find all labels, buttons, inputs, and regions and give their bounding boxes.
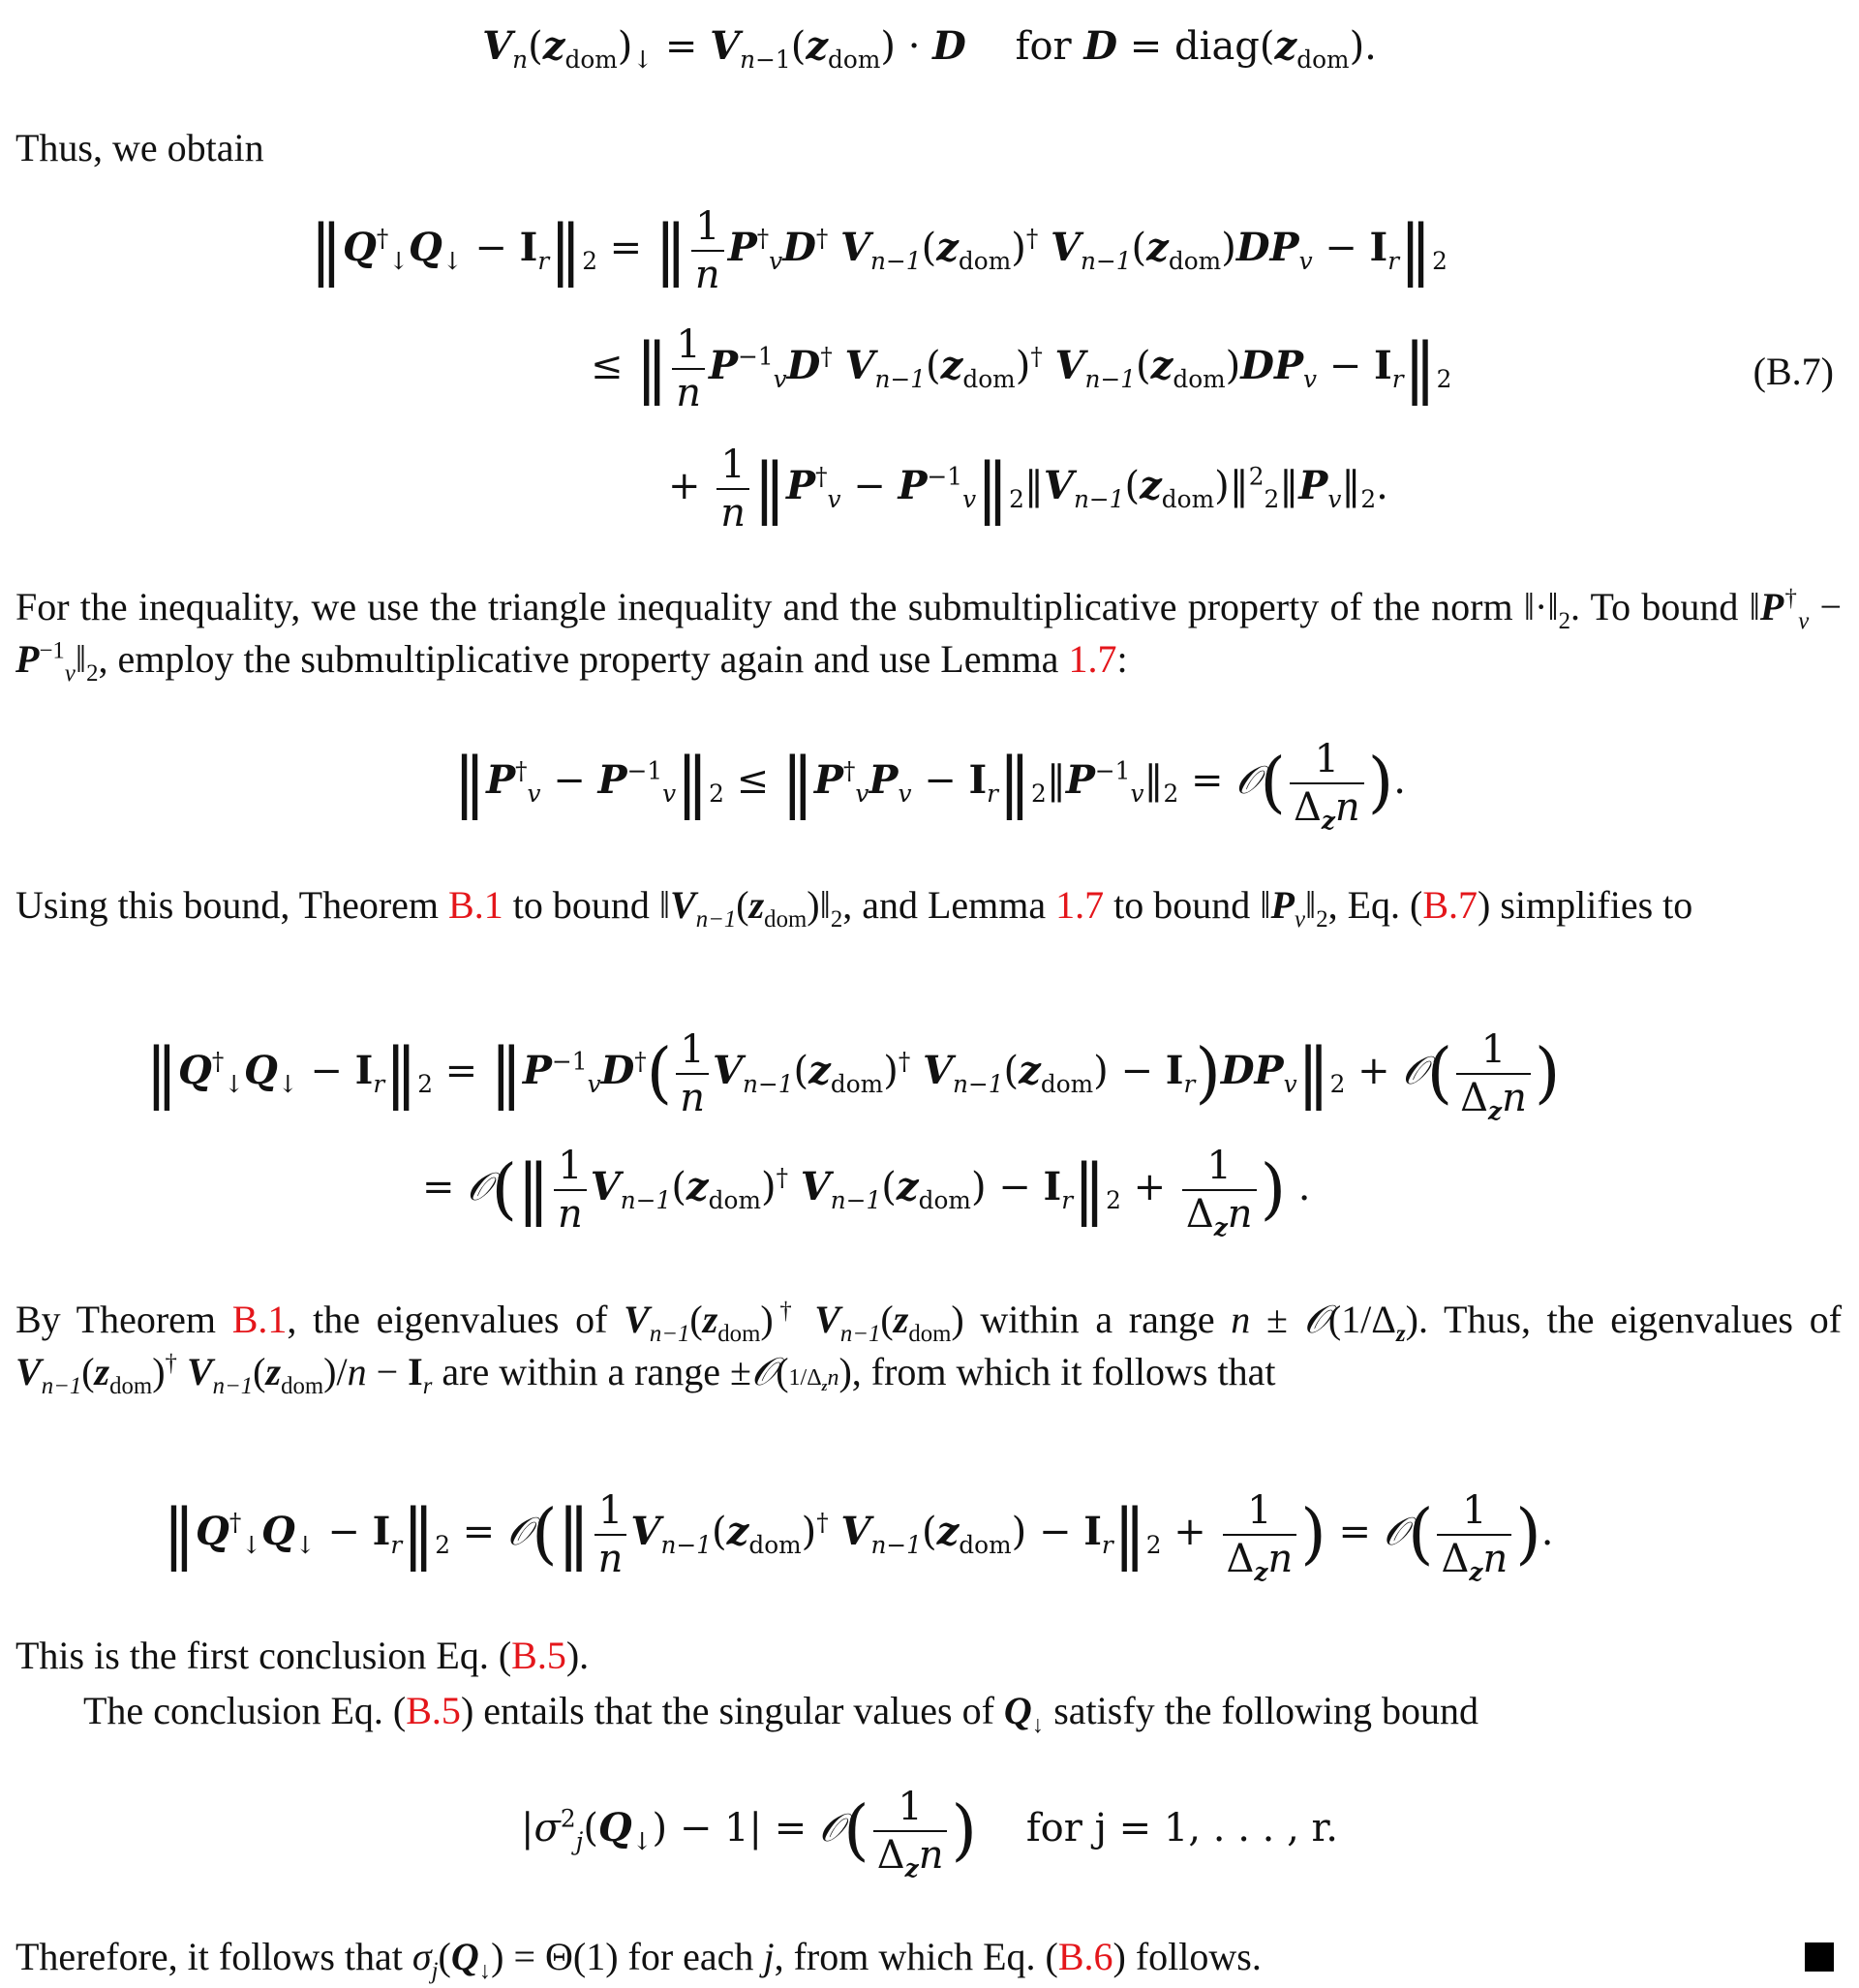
equation-conclusion: $‖Q^\dagger_↓Q_↓$ − $I_r‖_2$ = 𝒪(‖ $\frac{1}{n}$ $V_{n-1}(z_{dom})^\dagger$ $V_{n-1}(z_{dom})$ − $I_r‖_2$ + $\frac{1}{\Delta_zn}$ ) = 𝒪( $\frac{1}{\Delta_zn}$ ). bbox=[163, 1488, 1554, 1586]
ref-eq-b5[interactable]: B.5 bbox=[511, 1634, 566, 1677]
equation-b7-line2: ≤ ‖ $\frac{1}{n}$ $P^{-1}_vD^\dagger$ $V_{n-1}(z_{dom})^\dagger$ $V_{n-1}(z_{dom})DP_v$ − $I_r‖_2$ bbox=[591, 322, 1452, 415]
equation-number-b7: (B.7) bbox=[1752, 350, 1834, 393]
paragraph-triangle-inequality: For the inequality, we use the triangle inequality and the submultiplicative property of the norm $‖\cdot‖_2$. To bound $‖P^\dagger_v$ − $P^{-1}_v‖_2$, employ the submultiplicative property again and use Lemma 1.7: bbox=[15, 585, 1842, 687]
equation-singular-bound: $|\sigma^2_j(Q_↓) - 1|$ = 𝒪( $\frac{1}{\Delta_zn}$ ) for j = 1, . . . , r. bbox=[521, 1785, 1338, 1882]
paragraph-thus: Thus, we obtain bbox=[15, 126, 264, 169]
equation-simplified-line2: = 𝒪(‖ $\frac{1}{n}$ $V_{n-1}(z_{dom})^\dagger$ $V_{n-1}(z_{dom})$ − $I_r‖_2$ + $\frac{1}{\Delta_zn}$ ) . bbox=[422, 1144, 1311, 1241]
ref-eq-b6[interactable]: B.6 bbox=[1057, 1935, 1113, 1978]
paragraph-therefore: Therefore, it follows that $\sigma_j(Q_↓) = \Theta(1)$ for each j, from which Eq. (B.6) follows. bbox=[15, 1935, 1262, 1984]
paragraph-eigenvalues: By Theorem B.1, the eigenvalues of $V_{n-1}(z_{dom})^\dagger$ $V_{n-1}(z_{dom})$ within a range $n \pm 𝒪(1/\Delta_z)$. Thus, the eigenvalues of $V_{n-1}(z_{dom})^\dagger$ $V_{n-1}(z_{dom})/n - I_r$ are within a range $\pm 𝒪(1/\Delta_zn)$, from which it follows that bbox=[15, 1298, 1843, 1399]
ref-theorem-b1-b[interactable]: B.1 bbox=[231, 1298, 288, 1341]
paragraph-singular-values: The conclusion Eq. (B.5) entails that the singular values of $Q_↓$ satisfy the following bound bbox=[83, 1689, 1479, 1738]
paragraph-using-bound: Using this bound, Theorem B.1 to bound $‖V_{n-1}(z_{dom})‖_2$, and Lemma 1.7 to bound $‖P_v‖_2$, Eq. (B.7) simplifies to bbox=[15, 883, 1693, 933]
equation-pv-bound: $‖P^\dagger_v$ − $P^{-1}_v‖_2$ ≤ $‖P^\dagger_vP_v$ − $I_r‖_2‖P^{-1}_v‖_2$ = 𝒪( $\frac{1}{\Delta_zn}$ ). bbox=[453, 737, 1406, 835]
ref-lemma-1-7[interactable]: 1.7 bbox=[1068, 637, 1117, 681]
ref-theorem-b1[interactable]: B.1 bbox=[448, 883, 503, 927]
equation-b7-line3: + $\frac{1}{n}$ $‖P^\dagger_v$ − $P^{-1}_v‖_2‖V_{n-1}(z_{dom})‖^2_2‖P_v‖_2$. bbox=[668, 443, 1388, 535]
equation-b7-line1: $‖Q^\dagger_↓Q_↓$ − $I_r‖_2$ = ‖ $\frac{1}{n}$ $P^\dagger_vD^\dagger$ $V_{n-1}(z_{dom})^\dagger$ $V_{n-1}(z_{dom})DP_v$ − $I_r‖_2$ bbox=[310, 204, 1448, 297]
equation-vandermonde-shift: $V_n(z_{dom})_↓ = V_{n-1}(z_{dom}) \cdot D$ for $D = diag(z_{dom})$. bbox=[482, 23, 1377, 74]
equation-simplified-line1: $‖Q^\dagger_↓Q_↓$ − $I_r‖_2$ = $‖P^{-1}_vD^\dagger$( $\frac{1}{n}$ $V_{n-1}(z_{dom})^\dagger$ $V_{n-1}(z_{dom})$ − $I_r)DP_v‖_2$ + 𝒪( $\frac{1}{\Delta_zn}$ ) bbox=[145, 1027, 1561, 1125]
ref-lemma-1-7-b[interactable]: 1.7 bbox=[1055, 883, 1105, 927]
ref-eq-b7[interactable]: B.7 bbox=[1422, 883, 1478, 927]
qed-square bbox=[1805, 1942, 1834, 1972]
ref-eq-b5-b[interactable]: B.5 bbox=[406, 1689, 461, 1732]
paragraph-first-conclusion: This is the first conclusion Eq. (B.5). bbox=[15, 1634, 590, 1677]
